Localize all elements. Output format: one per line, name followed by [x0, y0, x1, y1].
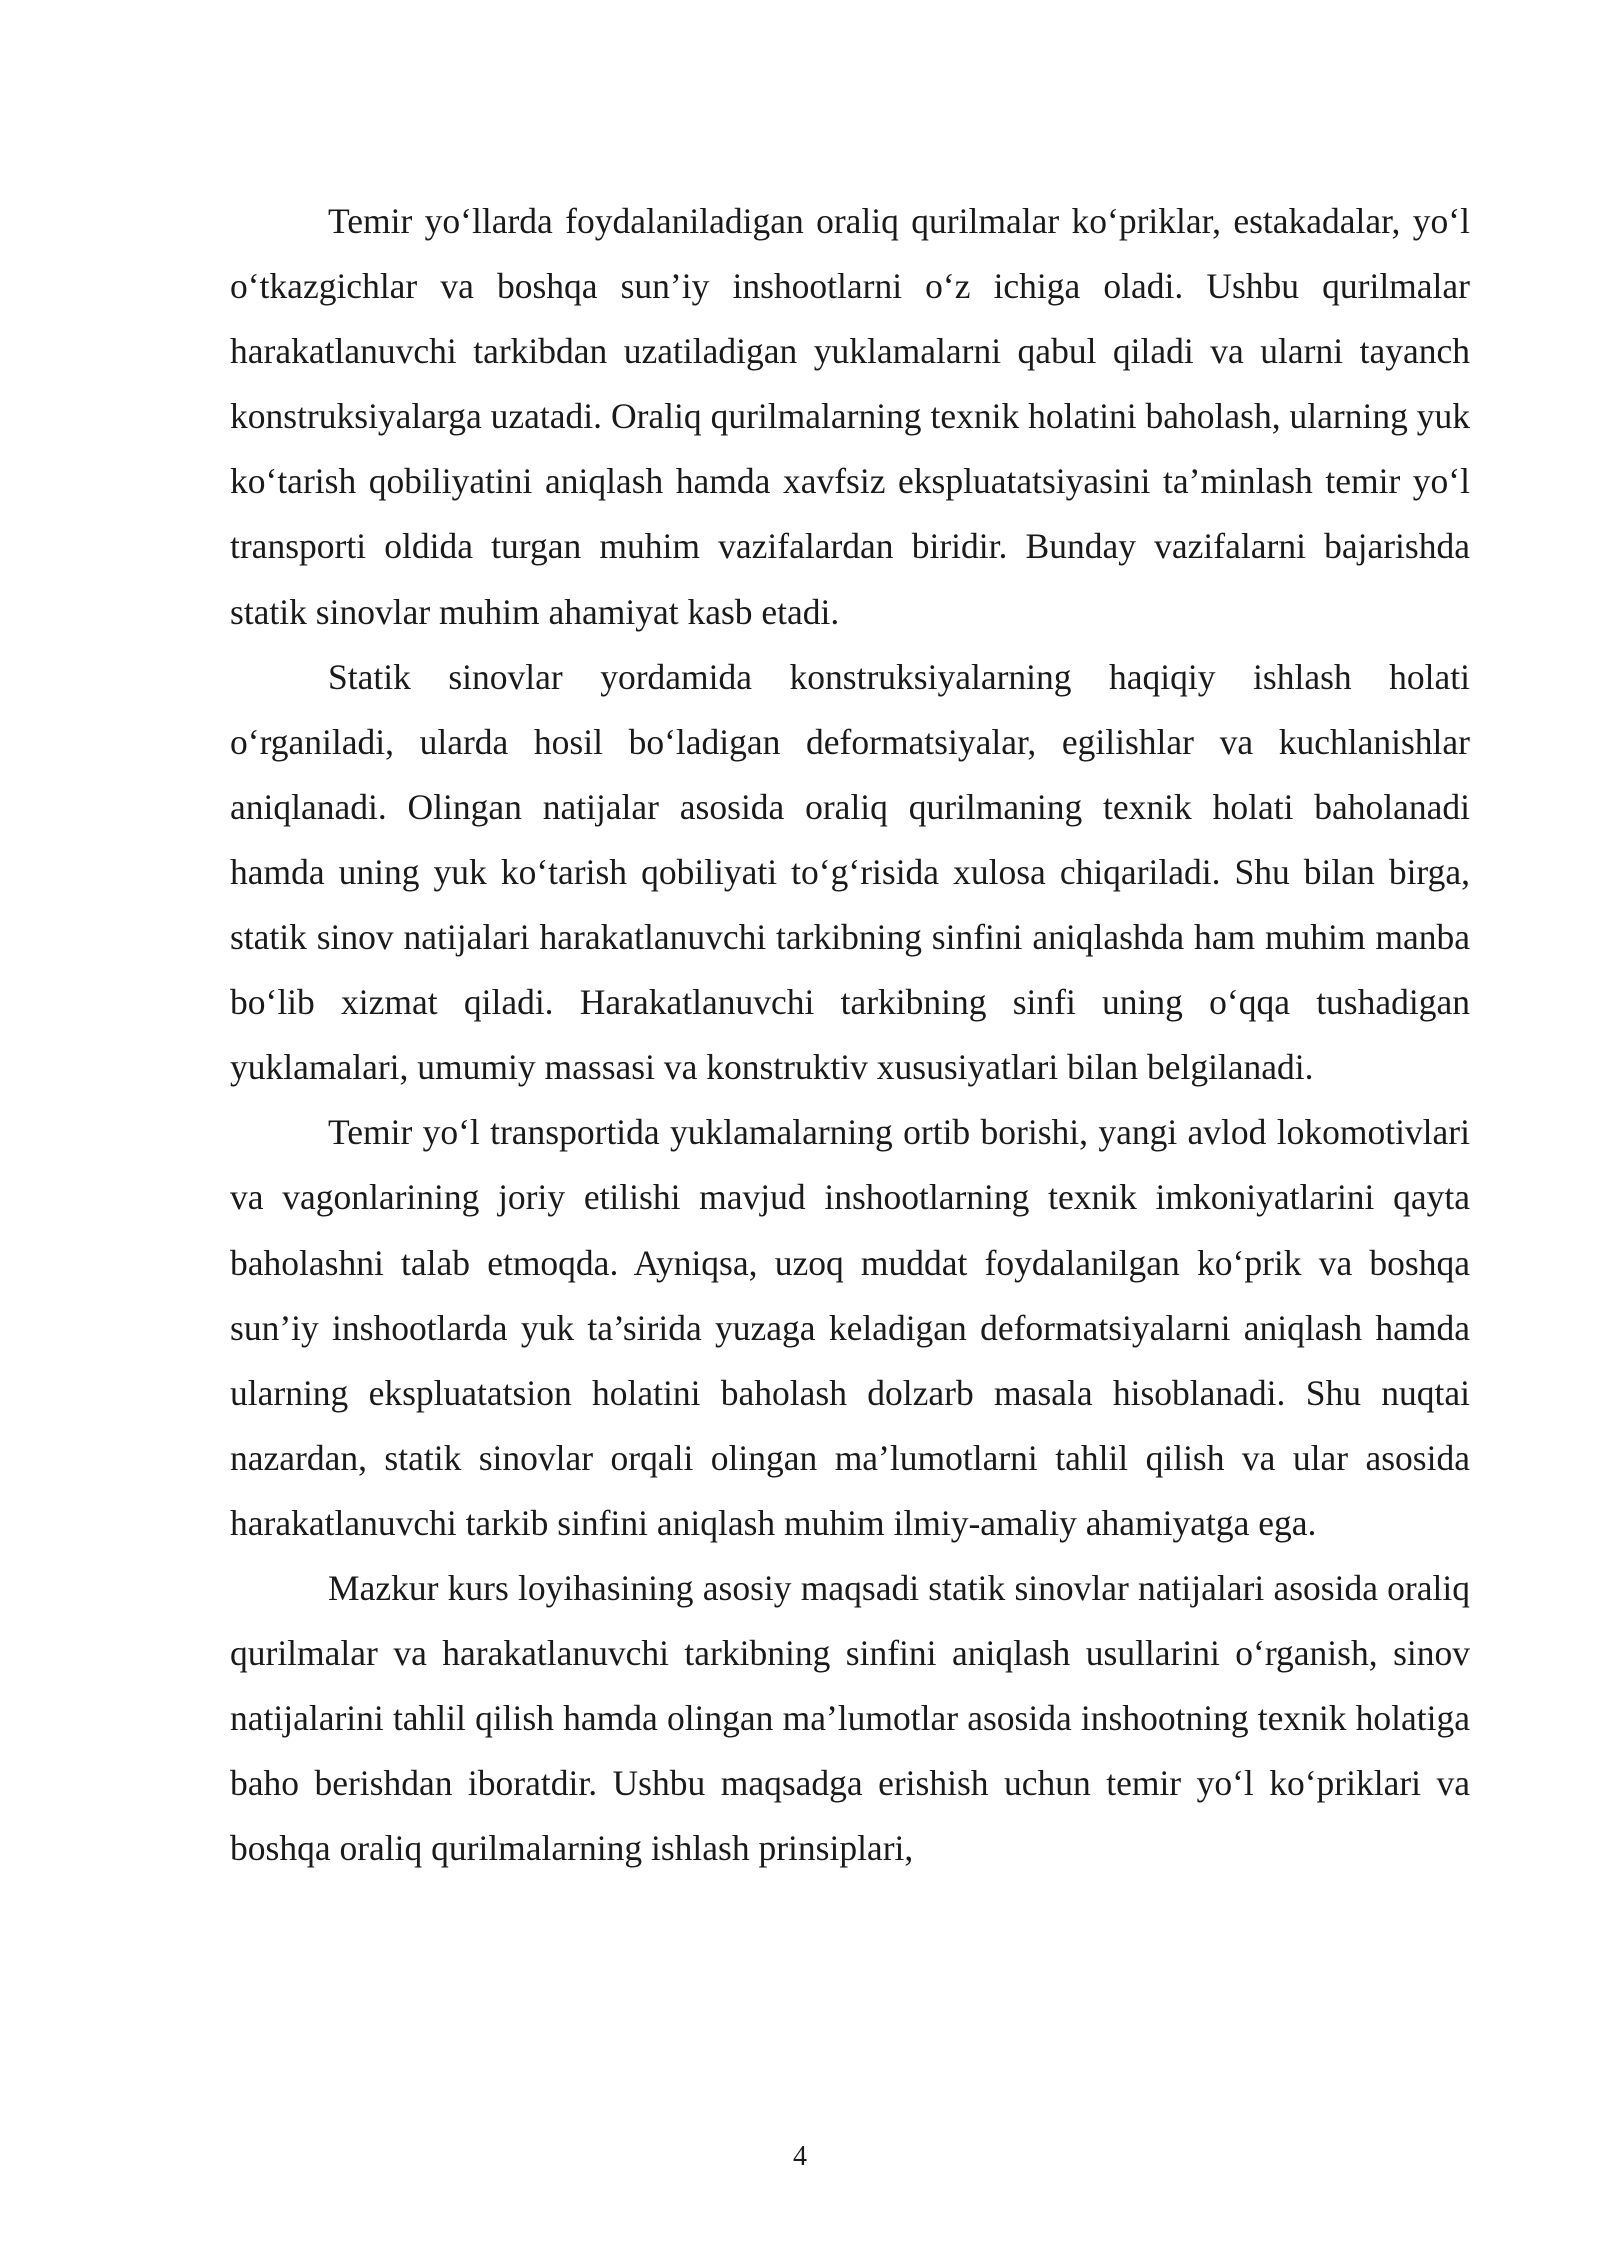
paragraph-3: Temir yo‘l transportida yuklamalarning ortib borishi, yangi avlod lokomotivlari va vagonlarining joriy etilishi mavjud inshootlarning texnik imkoniyatlarini qayta baholashni talab etmoqda. Ayniqsa, uzoq muddat foydalanilgan ko‘prik va boshqa sun’iy inshootlarda yuk ta’sirida yuzaga keladigan deformatsiyalarni aniqlash hamda ularning ekspluatatsion holatini baholash dolzarb masala hisoblanadi. Shu nuqtai nazardan, statik sinovlar orqali olingan ma’lumotlarni tahlil qilish va ular asosida harakatlanuvchi tarkib sinfini aniqlash muhim ilmiy-amaliy ahamiyatga ega.	[230, 1112, 1470, 1543]
paragraph-4: Mazkur kurs loyihasining asosiy maqsadi statik sinovlar natijalari asosida oraliq qurilmalar va harakatlanuvchi tarkibning sinfini aniqlash usullarini o‘rganish, sinov natijalarini tahlil qilish hamda olingan ma’lumotlar asosida inshootning texnik holatiga baho berishdan iboratdir. Ushbu maqsadga erishish uchun temir yo‘l ko‘priklari va boshqa oraliq qurilmalarning ishlash prinsiplari,	[230, 1567, 1470, 1869]
paragraph-2: Statik sinovlar yordamida konstruksiyalarning haqiqiy ishlash holati o‘rganiladi, ularda hosil bo‘ladigan deformatsiyalar, egilishlar va kuchlanishlar aniqlanadi. Olingan natijalar asosida oraliq qurilmaning texnik holati baholanadi hamda uning yuk ko‘tarish qobiliyati to‘g‘risida xulosa chiqariladi. Shu bilan birga, statik sinov natijalari harakatlanuvchi tarkibning sinfini aniqlashda ham muhim manba bo‘lib xizmat qiladi. Harakatlanuvchi tarkibning sinfi uning o‘qqa tushadigan yuklamalari, umumiy massasi va konstruktiv xususiyatlari bilan belgilanadi.	[230, 656, 1470, 1088]
body-text	[230, 189, 1470, 1881]
page-number: 4	[793, 2141, 807, 2172]
paragraph-1: Temir yo‘llarda foydalaniladigan oraliq qurilmalar ko‘priklar, estakadalar, yo‘l o‘tkazgichlar va boshqa sun’iy inshootlarni o‘z ichiga oladi. Ushbu qurilmalar harakatlanuvchi tarkibdan uzatiladigan yuklamalarni qabul qiladi va ularni tayanch konstruksiyalarga uzatadi. Oraliq qurilmalarning texnik holatini baholash, ularning yuk ko‘tarish qobiliyatini aniqlash hamda xavfsiz ekspluatatsiyasini ta’minlash temir yo‘l transporti oldida turgan muhim vazifalardan biridir. Bunday vazifalarni bajarishda statik sinovlar muhim ahamiyat kasb etadi.	[230, 201, 1470, 632]
